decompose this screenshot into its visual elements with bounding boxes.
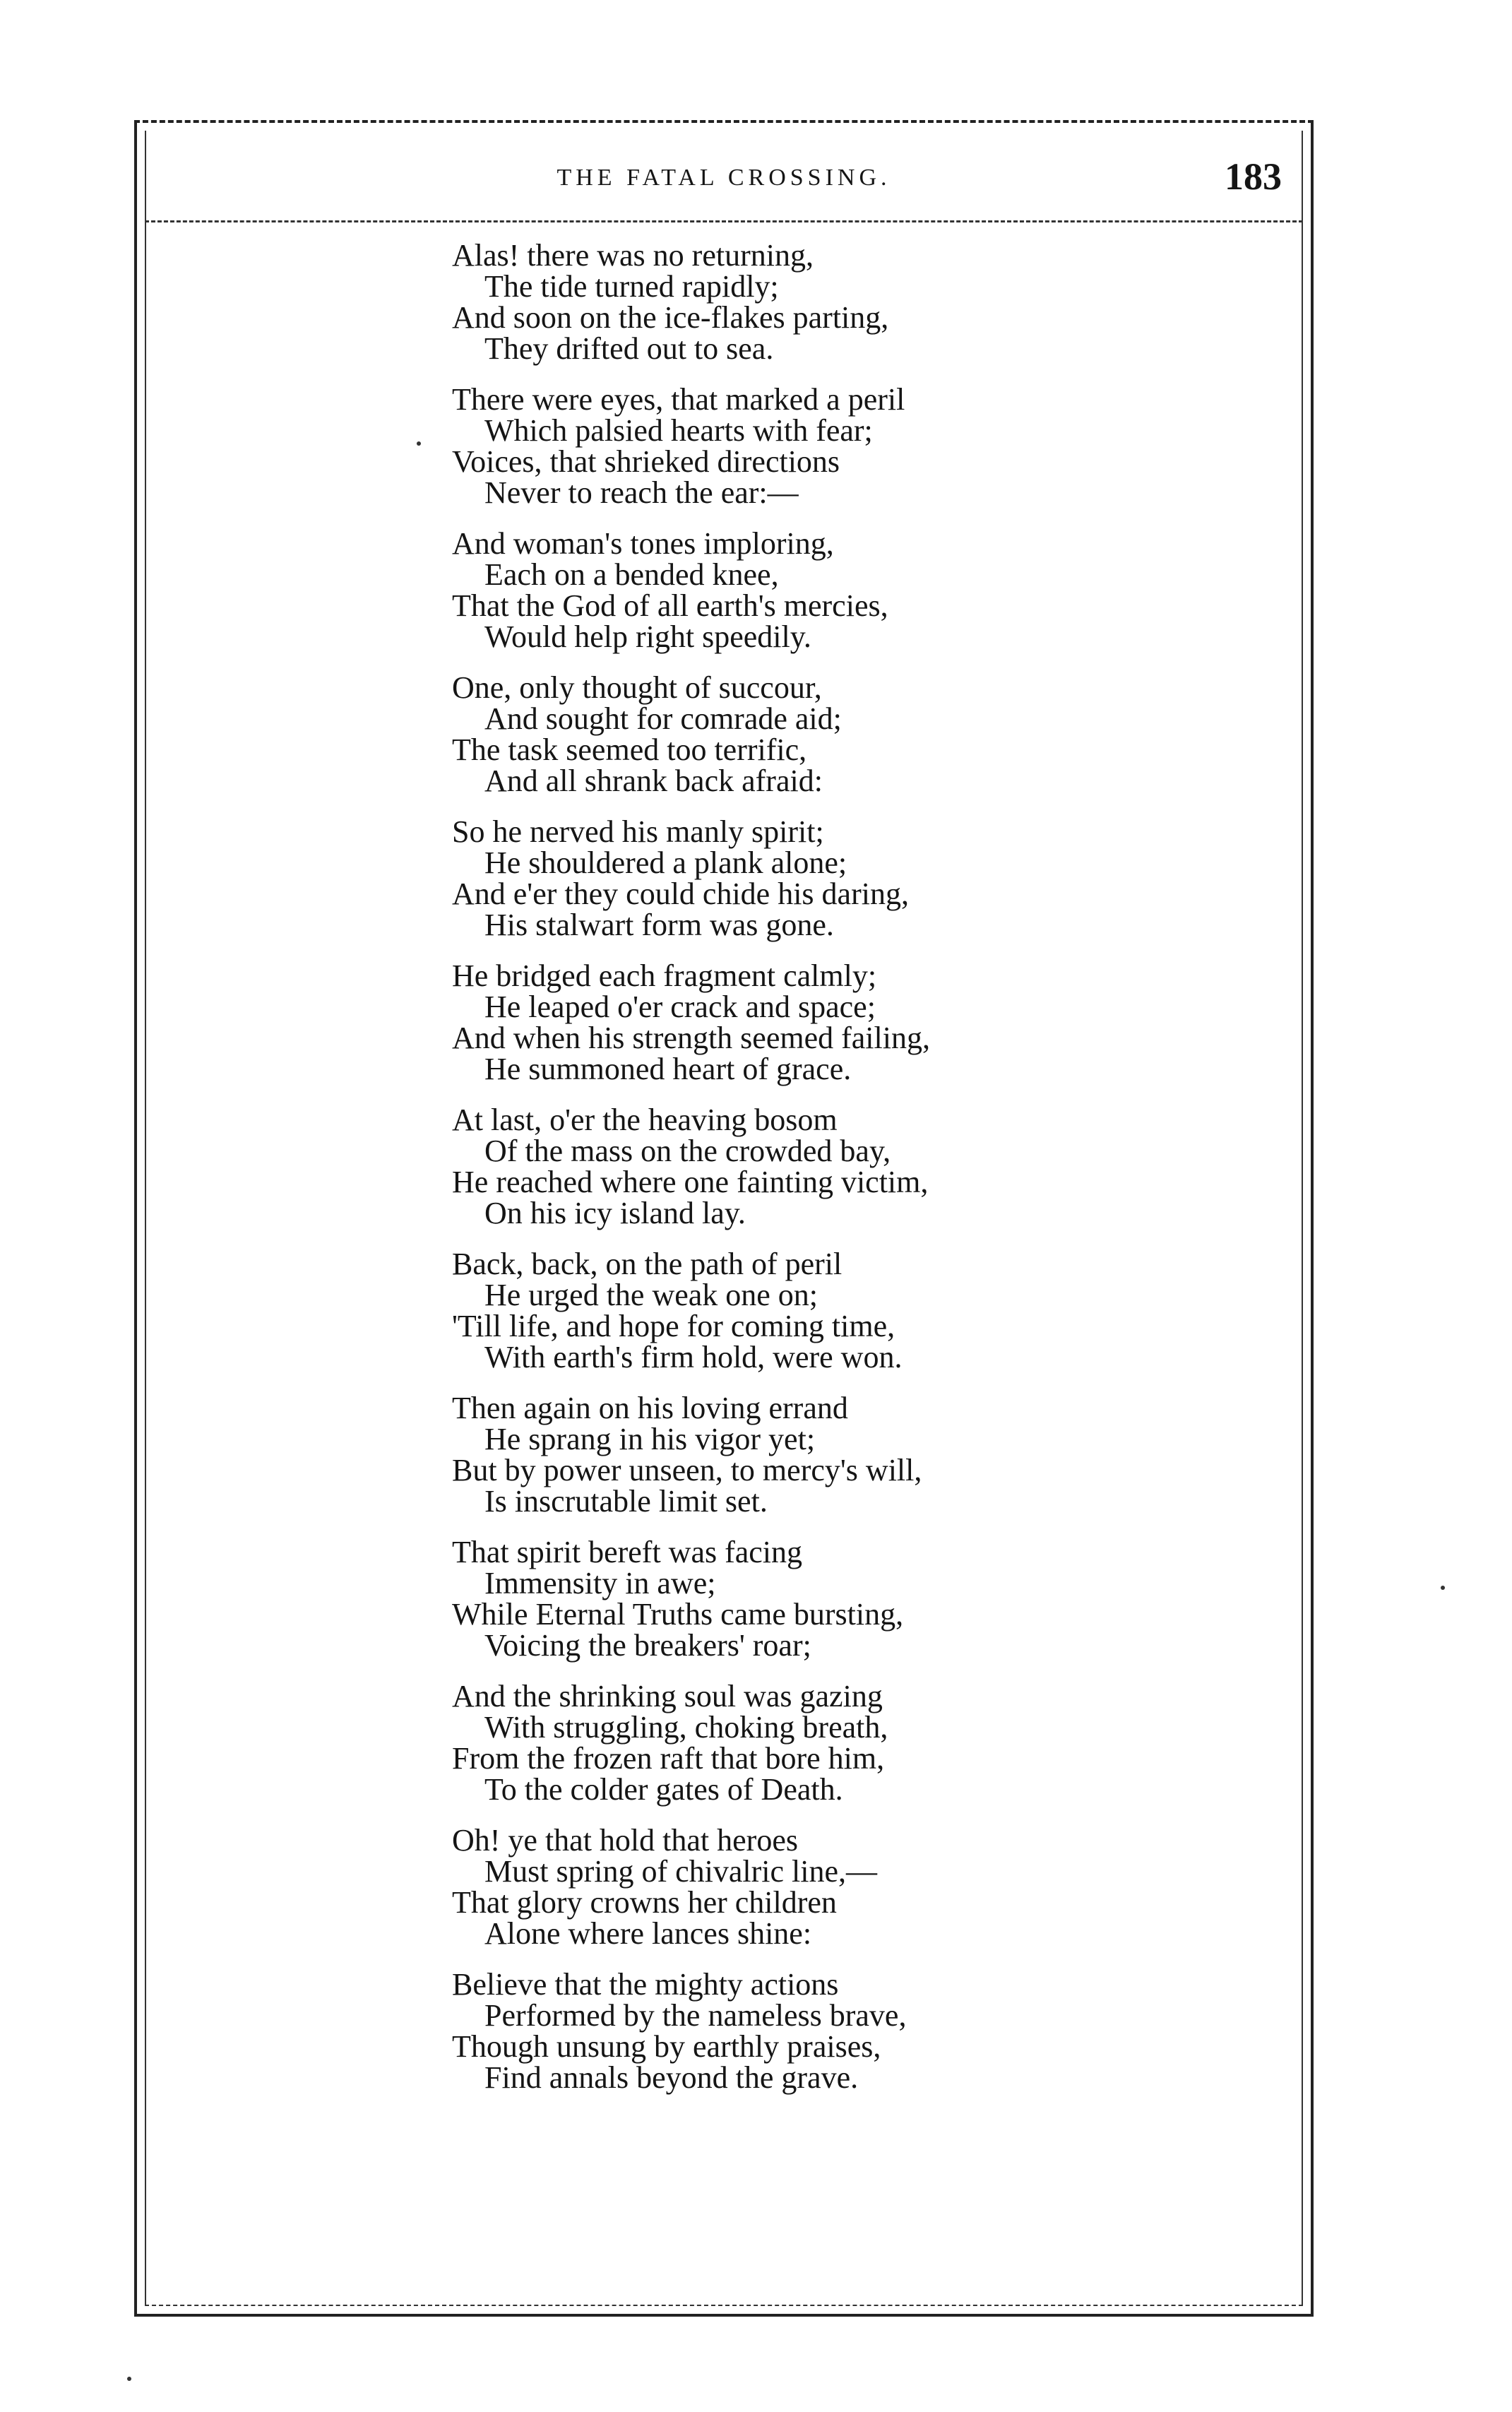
poem-line: Alas! there was no returning, xyxy=(452,238,814,273)
running-title: THE FATAL CROSSING. xyxy=(556,165,891,191)
poem-line: The tide turned rapidly; xyxy=(484,269,779,304)
poem-line: Find annals beyond the grave. xyxy=(484,2060,859,2095)
stanza xyxy=(452,1393,1285,1517)
poem-line: Voices, that shrieked directions xyxy=(452,444,840,479)
poem-line: He bridged each fragment calmly; xyxy=(452,958,877,993)
stanza xyxy=(452,384,1285,509)
poem-line: And sought for comrade aid; xyxy=(484,701,842,736)
stanza xyxy=(452,1537,1285,1661)
poem-line: Never to reach the ear:— xyxy=(484,475,799,510)
poem-line: On his icy island lay. xyxy=(484,1196,746,1230)
poem-line: Believe that the mighty actions xyxy=(452,1967,839,2002)
stanza xyxy=(452,1969,1285,2093)
poem-line: Then again on his loving errand xyxy=(452,1391,848,1425)
print-speck xyxy=(127,2377,131,2381)
header-rule xyxy=(145,220,1303,222)
poem-line: With struggling, choking breath, xyxy=(484,1710,888,1745)
stanza xyxy=(452,1105,1285,1229)
print-speck xyxy=(1441,1586,1445,1590)
poem-line: And the shrinking soul was gazing xyxy=(452,1679,883,1713)
poem-line: Immensity in awe; xyxy=(484,1566,716,1600)
poem-line: There were eyes, that marked a peril xyxy=(452,382,905,417)
stanza xyxy=(452,672,1285,797)
poem-line: And soon on the ice-flakes parting, xyxy=(452,300,889,335)
poem-line: One, only thought of succour, xyxy=(452,670,822,705)
poem-line: But by power unseen, to mercy's will, xyxy=(452,1453,922,1487)
poem-line: To the colder gates of Death. xyxy=(484,1772,843,1807)
poem-line: Alone where lances shine: xyxy=(484,1916,812,1951)
running-header xyxy=(145,152,1303,208)
poem-line: He urged the weak one on; xyxy=(484,1278,818,1312)
poem-line: Performed by the nameless brave, xyxy=(484,1998,907,2033)
poem-line: Each on a bended knee, xyxy=(484,557,779,592)
poem-line: He reached where one fainting victim, xyxy=(452,1165,929,1199)
stanza xyxy=(452,528,1285,653)
poem-line: And when his strength seemed failing, xyxy=(452,1021,930,1055)
poem-line: They drifted out to sea. xyxy=(484,331,774,366)
poem-line: That glory crowns her children xyxy=(452,1885,837,1920)
poem-line: Is inscrutable limit set. xyxy=(484,1484,768,1519)
poem-line: Which palsied hearts with fear; xyxy=(484,413,873,448)
poem-line: 'Till life, and hope for coming time, xyxy=(452,1309,895,1343)
stanza xyxy=(452,1249,1285,1373)
poem-line: Though unsung by earthly praises, xyxy=(452,2029,881,2064)
poem-line: And woman's tones imploring, xyxy=(452,526,834,561)
poem-line: Voicing the breakers' roar; xyxy=(484,1628,811,1663)
poem-line: Would help right speedily. xyxy=(484,619,811,654)
poem-line: From the frozen raft that bore him, xyxy=(452,1741,885,1776)
poem-line: He sprang in his vigor yet; xyxy=(484,1422,816,1456)
poem-body xyxy=(452,240,1285,2113)
poem-line: Must spring of chivalric line,— xyxy=(484,1854,878,1889)
poem-line: He shouldered a plank alone; xyxy=(484,845,847,880)
poem-line: The task seemed too terrific, xyxy=(452,732,807,767)
stanza xyxy=(452,1825,1285,1949)
poem-line: So he nerved his manly spirit; xyxy=(452,814,824,849)
poem-line: At last, o'er the heaving bosom xyxy=(452,1103,838,1137)
stanza xyxy=(452,1681,1285,1805)
stanza xyxy=(452,816,1285,941)
poem-line: He summoned heart of grace. xyxy=(484,1052,852,1086)
poem-line: He leaped o'er crack and space; xyxy=(484,990,876,1024)
stanza xyxy=(452,958,1285,1086)
poem-line: Oh! ye that hold that heroes xyxy=(452,1823,798,1858)
poem-line: His stalwart form was gone. xyxy=(484,908,834,942)
poem-line: And all shrank back afraid: xyxy=(484,764,823,798)
poem-line: With earth's firm hold, were won. xyxy=(484,1340,903,1374)
poem-line: That the God of all earth's mercies, xyxy=(452,588,888,623)
poem-line: Back, back, on the path of peril xyxy=(452,1247,843,1281)
poem-line: Of the mass on the crowded bay, xyxy=(484,1134,891,1168)
poem-line: That spirit bereft was facing xyxy=(452,1535,803,1569)
poem-line: While Eternal Truths came bursting, xyxy=(452,1597,904,1632)
stanza xyxy=(452,240,1285,364)
page-number: 183 xyxy=(1225,155,1282,198)
poem-line: And e'er they could chide his daring, xyxy=(452,877,909,911)
print-speck xyxy=(417,441,421,446)
